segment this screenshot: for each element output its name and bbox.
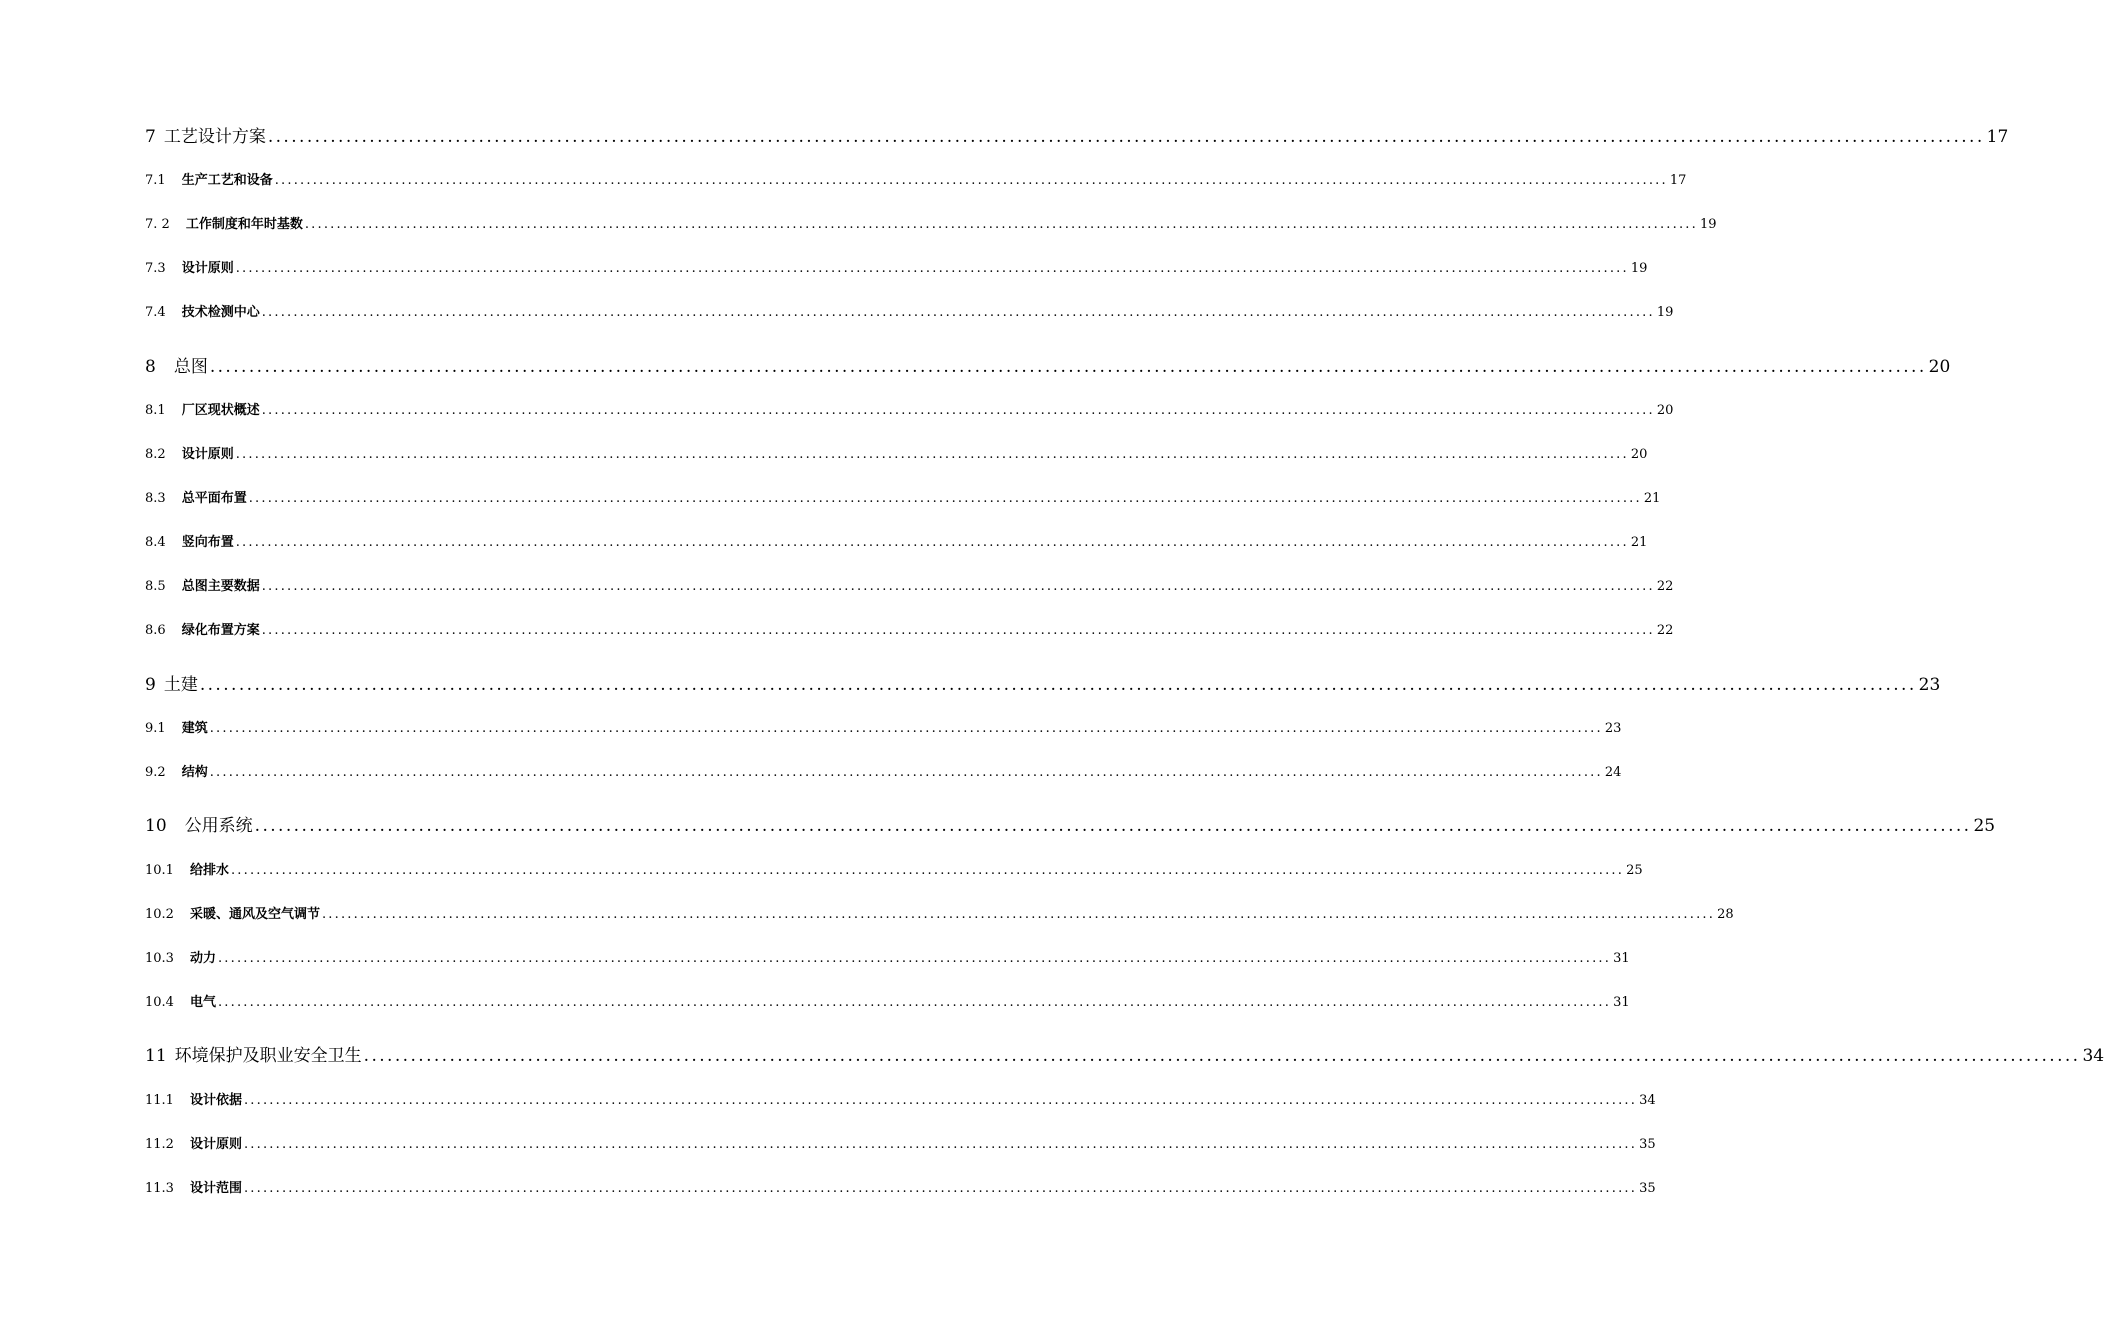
toc-entry-number: 9.2 [145,765,166,780]
toc-page-number: 23 [1604,721,1622,736]
toc-chapter-entry[interactable] [145,1046,2104,1066]
toc-dot-leader: ............................................................................................................................................................................................................................ [243,1137,1638,1152]
toc-section-entry[interactable] [145,1137,1656,1152]
toc-section-entry[interactable] [145,1093,1656,1108]
toc-entry-number: 7. 2 [145,217,170,232]
toc-entry-title: 公用系统 [184,816,253,836]
toc-entry-title: 设计依据 [189,1093,242,1108]
toc-entry-number: 8.1 [145,403,166,418]
toc-entry-title: 总平面布置 [181,491,247,506]
toc-dot-leader: ............................................................................................................................................................................................................................ [254,816,1972,836]
toc-section-entry[interactable] [145,447,1648,462]
toc-entry-number: 8.6 [145,623,166,638]
toc-page-number: 20 [1928,357,1951,377]
toc-entry-number: 11.1 [145,1093,174,1108]
toc-entry-title: 给排水 [189,863,229,878]
toc-entry-number: 9 [145,675,156,695]
toc-dot-leader: ............................................................................................................................................................................................................................ [321,907,1716,922]
toc-page-number: 21 [1630,535,1648,550]
toc-entry-number: 8 [145,357,156,377]
toc-entry-number: 10.2 [145,907,174,922]
toc-entry-number: 10.4 [145,995,174,1010]
toc-dot-leader: ............................................................................................................................................................................................................................ [199,675,1917,695]
toc-section-entry[interactable] [145,173,1687,188]
toc-entry-title: 土建 [163,675,198,695]
toc-section-entry[interactable] [145,1181,1656,1196]
toc-entry-title: 技术检测中心 [181,305,260,320]
toc-page-number: 25 [1626,863,1643,878]
toc-entry-title: 总图 [173,357,208,377]
toc-entry-number: 10.1 [145,863,174,878]
toc-entry-number: 8.3 [145,491,166,506]
toc-page-number: 17 [1986,127,2009,147]
toc-dot-leader: ............................................................................................................................................................................................................................ [230,863,1625,878]
toc-entry-title: 厂区现状概述 [181,403,260,418]
toc-dot-leader: ............................................................................................................................................................................................................................ [363,1046,2081,1066]
toc-section-entry[interactable] [145,623,1674,638]
toc-entry-title: 总图主要数据 [181,579,260,594]
toc-dot-leader: ............................................................................................................................................................................................................................ [217,951,1612,966]
toc-entry-title: 设计原则 [189,1137,242,1152]
toc-entry-title: 竖向布置 [181,535,234,550]
toc-entry-title: 采暖、通风及空气调节 [189,907,320,922]
toc-dot-leader: ............................................................................................................................................................................................................................ [217,995,1612,1010]
toc-dot-leader: ............................................................................................................................................................................................................................ [209,765,1603,780]
toc-section-entry[interactable] [145,305,1674,320]
toc-dot-leader: ............................................................................................................................................................................................................................ [243,1181,1638,1196]
toc-chapter-entry[interactable] [145,357,1951,377]
toc-entry-title: 工作制度和年时基数 [185,217,303,232]
toc-page-number: 34 [1639,1093,1656,1108]
toc-dot-leader: ............................................................................................................................................................................................................................ [235,535,1629,550]
toc-section-entry[interactable] [145,403,1674,418]
toc-page-number: 22 [1656,579,1674,594]
toc-dot-leader: ............................................................................................................................................................................................................................ [304,217,1698,232]
toc-page-number: 31 [1613,995,1630,1010]
toc-section-entry[interactable] [145,491,1661,506]
toc-dot-leader: ............................................................................................................................................................................................................................ [267,127,1985,147]
toc-entry-title: 电气 [189,995,216,1010]
toc-entry-title: 绿化布置方案 [181,623,260,638]
toc-section-entry[interactable] [145,951,1630,966]
toc-entry-number: 8.5 [145,579,166,594]
toc-dot-leader: ............................................................................................................................................................................................................................ [261,623,1655,638]
toc-entry-number: 11.2 [145,1137,174,1152]
toc-entry-number: 8.2 [145,447,166,462]
toc-entry-title: 环境保护及职业安全卫生 [174,1046,362,1066]
toc-page-number: 21 [1643,491,1661,506]
toc-chapter-entry[interactable] [145,816,1996,836]
toc-dot-leader: ............................................................................................................................................................................................................................ [235,261,1629,276]
toc-page-number: 20 [1656,403,1674,418]
toc-page-number: 17 [1669,173,1687,188]
toc-entry-number: 8.4 [145,535,166,550]
toc-page-number: 25 [1973,816,1996,836]
toc-entry-number: 9.1 [145,721,166,736]
toc-chapter-entry[interactable] [145,675,1941,695]
toc-entry-number: 11 [145,1046,167,1066]
toc-entry-number: 10 [145,816,167,836]
toc-dot-leader: ............................................................................................................................................................................................................................ [261,305,1655,320]
toc-entry-number: 7 [145,127,156,147]
toc-page-number: 20 [1630,447,1648,462]
toc-section-entry[interactable] [145,907,1734,922]
toc-page-number: 34 [2082,1046,2104,1066]
toc-entry-title: 结构 [181,765,208,780]
toc-dot-leader: ............................................................................................................................................................................................................................ [243,1093,1638,1108]
toc-dot-leader: ............................................................................................................................................................................................................................ [274,173,1668,188]
toc-entry-title: 设计范围 [189,1181,242,1196]
toc-entry-title: 设计原则 [181,261,234,276]
toc-entry-number: 7.1 [145,173,166,188]
toc-dot-leader: ............................................................................................................................................................................................................................ [261,403,1655,418]
toc-section-entry[interactable] [145,579,1674,594]
toc-entry-title: 建筑 [181,721,208,736]
toc-dot-leader: ............................................................................................................................................................................................................................ [209,357,1927,377]
toc-page-number: 28 [1717,907,1734,922]
toc-entry-number: 7.3 [145,261,166,276]
toc-section-entry[interactable] [145,765,1622,780]
toc-entry-number: 10.3 [145,951,174,966]
toc-chapter-entry[interactable] [145,127,2009,147]
toc-dot-leader: ............................................................................................................................................................................................................................ [248,491,1642,506]
toc-page-number: 19 [1699,217,1717,232]
toc-section-entry[interactable] [145,261,1648,276]
toc-section-entry[interactable] [145,535,1648,550]
toc-page-number: 23 [1918,675,1941,695]
toc-entry-number: 7.4 [145,305,166,320]
toc-entry-number: 11.3 [145,1181,174,1196]
toc-entry-title: 设计原则 [181,447,234,462]
toc-section-entry[interactable] [145,995,1630,1010]
toc-dot-leader: ............................................................................................................................................................................................................................ [261,579,1655,594]
toc-page-number: 19 [1630,261,1648,276]
toc-page-number: 24 [1604,765,1622,780]
toc-entry-title: 动力 [189,951,216,966]
toc-dot-leader: ............................................................................................................................................................................................................................ [209,721,1603,736]
toc-entry-title: 工艺设计方案 [163,127,266,147]
toc-section-entry[interactable] [145,217,1717,232]
toc-page-number: 19 [1656,305,1674,320]
toc-dot-leader: ............................................................................................................................................................................................................................ [235,447,1629,462]
toc-page-number: 35 [1639,1137,1656,1152]
toc-page-number: 22 [1656,623,1674,638]
toc-section-entry[interactable] [145,863,1643,878]
toc-section-entry[interactable] [145,721,1622,736]
toc-page-number: 35 [1639,1181,1656,1196]
toc-page-number: 31 [1613,951,1630,966]
toc-entry-title: 生产工艺和设备 [181,173,273,188]
